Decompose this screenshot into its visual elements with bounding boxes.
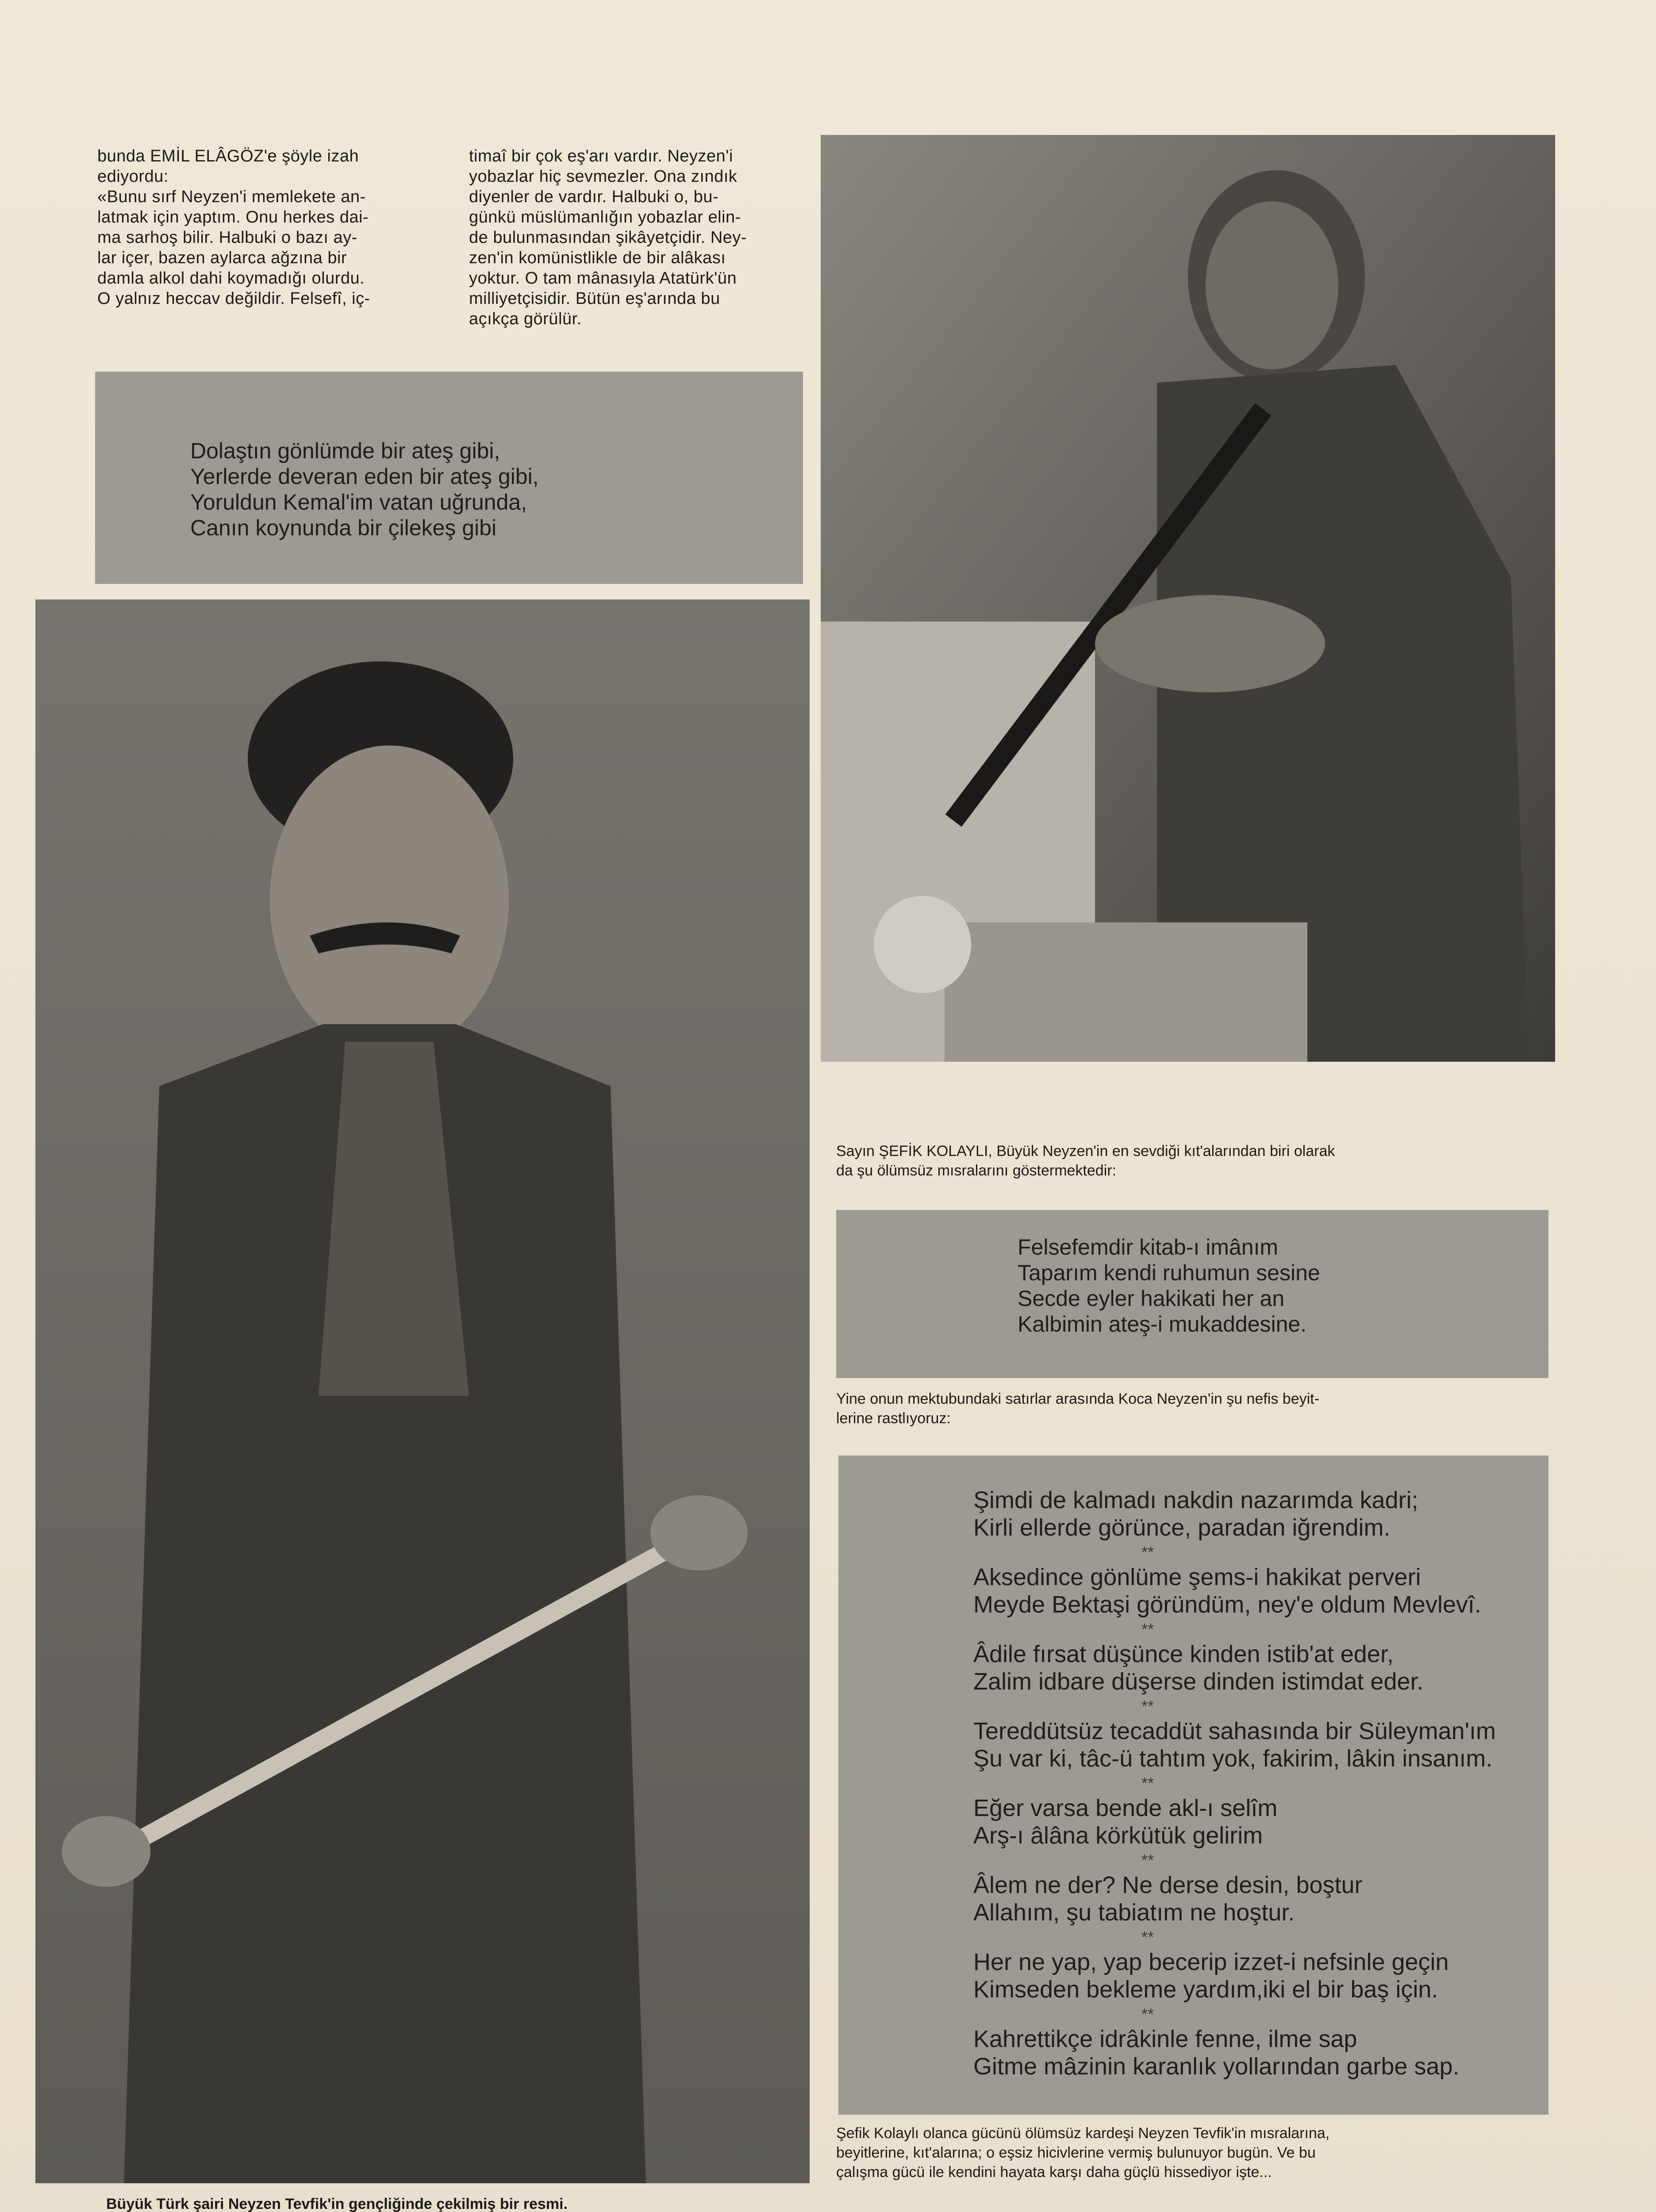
stanza-separator: **: [1141, 1697, 1154, 1715]
stanza-separator: **: [1141, 1851, 1154, 1869]
intro-paragraph-3: Yine onun mektubundaki satırlar arasında Koca Neyzen'in şu nefis beyit- lerine rastlıyoruz:: [836, 1390, 1319, 1427]
article-left-column: bunda EMİL ELÂGÖZ'e şöyle izah ediyordu: «Bunu sırf Neyzen'i memlekete an- latmak için yaptım. Onu herkes dai- ma sarhoş bilir. Halbuki o bazı ay- lar içer, bazen aylarca ağzına bir damla alkol dahi koymadığı olurdu. O yalnız heccav değildir. Felsefî, iç-: [97, 147, 370, 308]
poem-3-stanza: Her ne yap, yap becerip izzet-i nefsinle geçin Kimseden bekleme yardım,iki el bir baş için.: [973, 1949, 1449, 2003]
photo-young-neyzen: [35, 599, 810, 2183]
poem-2-text: Felsefemdir kitab-ı imânım Taparım kendi ruhumun sesine Secde eyler hakikati her an Kalbimin ateş-i mukaddesine.: [1018, 1235, 1320, 1336]
stanza-separator: **: [1141, 1774, 1154, 1792]
article-right-column: timaî bir çok eş'arı vardır. Neyzen'i yobazlar hiç sevmezler. Ona zındık diyenler de vardır. Halbuki o, bu- günkü müslümanlığın yobazlar elin- de bulunmasından şikâyetçidir. Ney- zen'in komünistlikle de bir alâkası yoktur. O tam mânasıyla Atatürk'ün milliyetçisidir. Bütün eş'arında bu açıkça görülür.: [469, 147, 747, 328]
closing-paragraph: Şefik Kolaylı olanca gücünü ölümsüz kardeşi Neyzen Tevfik'in mısralarına, beyitlerine, kıt'alarına; o eşsiz hicivlerine vermiş bulunuyor bugün. Ve bu çalışma gücü ile kendini hayata karşı daha güçlü hissediyor işte...: [836, 2125, 1330, 2181]
stanza-separator: **: [1141, 1620, 1154, 1638]
poem-3-stanza: Âlem ne der? Ne derse desin, boştur Allahım, şu tabiatım ne hoştur.: [973, 1872, 1363, 1926]
stanza-separator: **: [1141, 1543, 1154, 1561]
intro-paragraph-2: Sayın ŞEFİK KOLAYLI, Büyük Neyzen'in en sevdiği kıt'alarından biri olarak da şu ölümsüz mısralarını göstermektedir:: [836, 1143, 1335, 1179]
poem-3-stanza: Aksedince gönlüme şems-i hakikat perveri Meyde Bektaşi göründüm, ney'e oldum Mevlevî.: [973, 1564, 1481, 1618]
poem-3-stanza: Eğer varsa bende akl-ı selîm Arş-ı âlâna körkütük gelirim: [973, 1795, 1278, 1849]
poem-3-stanza: Kahrettikçe idrâkinle fenne, ilme sap Gitme mâzinin karanlık yollarından garbe sap.: [973, 2026, 1460, 2080]
photo-neyzen-playing-ney: [821, 135, 1555, 1062]
poem-3-stanza: Tereddütsüz tecaddüt sahasında bir Süleyman'ım Şu var ki, tâc-ü tahtım yok, fakirim, lâkin insanım.: [973, 1718, 1496, 1772]
poem-1-text: Dolaştın gönlümde bir ateş gibi, Yerlerde deveran eden bir ateş gibi, Yoruldun Kemal'im vatan uğrunda, Canın koynunda bir çilekeş gibi: [190, 438, 539, 540]
poem-3-stanza: Şimdi de kalmadı nakdin nazarımda kadri; Kirli ellerde görünce, paradan iğrendim.: [973, 1487, 1418, 1541]
stanza-separator: **: [1141, 2005, 1154, 2023]
stanza-separator: **: [1141, 1928, 1154, 1946]
photo-caption: Büyük Türk şairi Neyzen Tevfik'in gençliğinde çekilmiş bir resmi.: [106, 2196, 568, 2212]
poem-3-stanza: Âdile fırsat düşünce kinden istib'at eder, Zalim idbare düşerse dinden istimdat eder.: [973, 1641, 1424, 1695]
poem-3-text: [973, 1486, 1540, 2097]
